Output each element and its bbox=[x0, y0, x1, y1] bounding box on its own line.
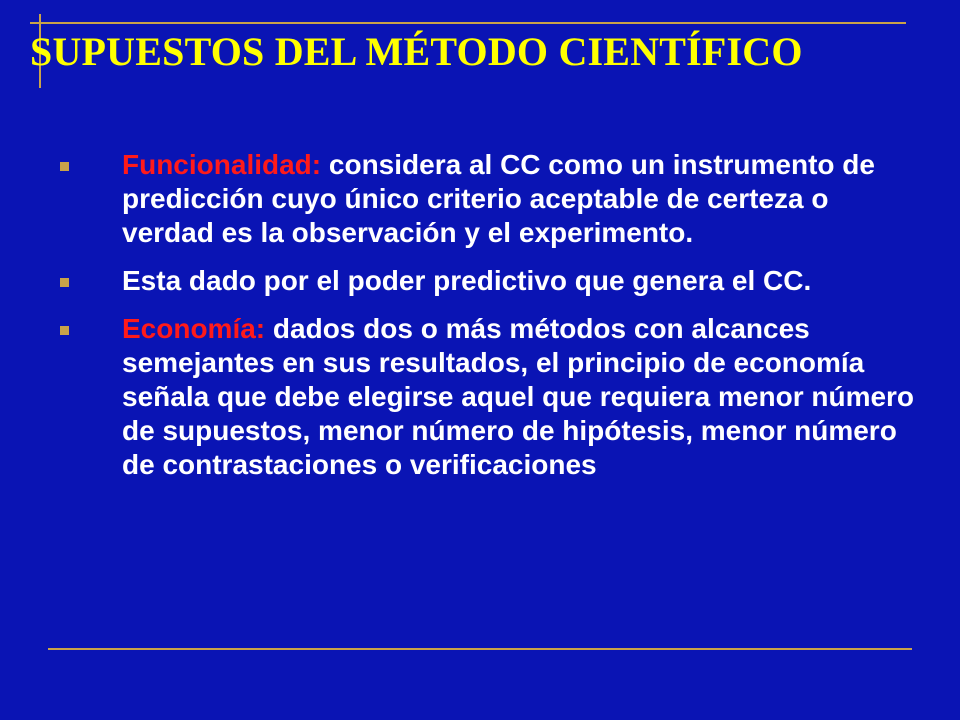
square-bullet-icon bbox=[60, 278, 69, 287]
bullet-item-economia bbox=[58, 312, 918, 482]
bullet-text: considera al CC como un instrumento de predicción cuyo único criterio aceptable de certeza o verdad es la observación y el experimento. bbox=[122, 149, 875, 248]
bullet-list bbox=[58, 148, 918, 496]
bottom-divider-line bbox=[48, 648, 912, 650]
bullet-term: Economía: bbox=[122, 313, 266, 344]
bullet-item-poder-predictivo bbox=[58, 264, 918, 298]
bullet-text: Esta dado por el poder predictivo que genera el CC. bbox=[122, 265, 812, 296]
square-bullet-icon bbox=[60, 162, 69, 171]
top-divider-line bbox=[30, 22, 906, 24]
bullet-item-funcionalidad bbox=[58, 148, 918, 250]
slide-title: SUPUESTOS DEL MÉTODO CIENTÍFICO bbox=[30, 29, 803, 74]
bullet-term: Funcionalidad: bbox=[122, 149, 322, 180]
bullet-text: dados dos o más métodos con alcances semejantes en sus resultados, el principio de economía señala que debe elegirse aquel que requiera menor número de supuestos, menor número de hipótesis, menor número de contrastaciones o verificaciones bbox=[122, 313, 915, 480]
square-bullet-icon bbox=[60, 326, 69, 335]
